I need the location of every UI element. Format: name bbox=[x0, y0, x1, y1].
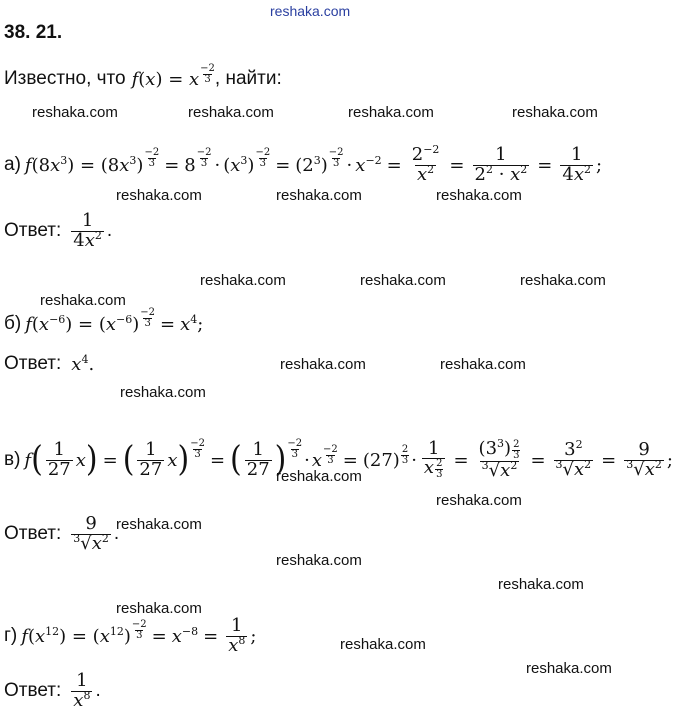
watermark: reshaka.com bbox=[40, 292, 126, 309]
watermark: reshaka.com bbox=[276, 187, 362, 204]
part-g-answer: Ответ: $\frac{1}{x^8}$ . bbox=[4, 669, 101, 711]
problem-number: 38. 21. bbox=[4, 22, 63, 43]
part-b-answer: Ответ: $x^4$. bbox=[4, 352, 95, 375]
answer-label: Ответ: bbox=[4, 680, 62, 701]
part-v-label: в) bbox=[4, 449, 21, 470]
watermark: reshaka.com bbox=[116, 516, 202, 533]
part-a-label: а) bbox=[4, 154, 21, 175]
watermark: reshaka.com bbox=[440, 356, 526, 373]
watermark: reshaka.com bbox=[526, 660, 612, 677]
watermark: reshaka.com bbox=[200, 272, 286, 289]
watermark: reshaka.com bbox=[512, 104, 598, 121]
watermark: reshaka.com bbox=[188, 104, 274, 121]
watermark: reshaka.com bbox=[280, 356, 366, 373]
part-g-label: г) bbox=[4, 625, 18, 646]
part-a-solution: а) $f(8x^3) = (8x^3)$ $\frac{-2}{3}$ = 8 −2 3 · $(x^3)$ $\frac{-2}{3}$ = $(2^3)$ −2 3 · $x^{-2}$ = $\frac{2^{-2}}{x^2}$ = $\frac{1}{2^2 \cdot x^2}$ = $\frac{1}{4x^2}$ ; bbox=[4, 142, 603, 185]
part-v-answer: Ответ: $\frac{9}{^3√x^2}$ . bbox=[4, 512, 120, 554]
watermark: reshaka.com bbox=[498, 576, 584, 593]
watermark: reshaka.com bbox=[436, 187, 522, 204]
watermark: reshaka.com bbox=[276, 552, 362, 569]
problem-statement: Известно, что f(x) = x −2 3 , найти: bbox=[4, 62, 282, 90]
part-v-solution: в) f ( $\frac{1}{27}$ x ) = ( $\frac{1}{27}$ x ) $\frac{-2}{3}$ = ( $\frac{1}{27}$ ) −2 3 · x $\frac{-2}{3}$ = (27) 2 3 · 1 x $\frac{2}{3}$ = $(3^3)$ $\frac{2}{3}$ $^3√x^2$ = $\frac{3^2}{^3√x^2}$ = $\frac{9}{^3√x^2}$ ; bbox=[4, 436, 673, 481]
intro-end: , найти: bbox=[214, 68, 282, 89]
intro-text: Известно, что bbox=[4, 68, 126, 89]
part-b-label: б) bbox=[4, 313, 22, 334]
watermark-top[interactable]: reshaka.com bbox=[270, 3, 351, 19]
part-b-solution: б) $f(x^{-6}) = (x^{-6})$ $\frac{-2}{3}$ = $x^4$; bbox=[4, 306, 204, 335]
watermark: reshaka.com bbox=[116, 187, 202, 204]
watermark: reshaka.com bbox=[276, 468, 362, 485]
watermark: reshaka.com bbox=[520, 272, 606, 289]
watermark: reshaka.com bbox=[340, 636, 426, 653]
watermark: reshaka.com bbox=[436, 492, 522, 509]
answer-label: Ответ: bbox=[4, 353, 62, 374]
watermark: reshaka.com bbox=[120, 384, 206, 401]
answer-label: Ответ: bbox=[4, 220, 62, 241]
watermark: reshaka.com bbox=[348, 104, 434, 121]
watermark: reshaka.com bbox=[360, 272, 446, 289]
watermark: reshaka.com bbox=[32, 104, 118, 121]
part-g-solution: г) $f(x^{12}) = (x^{12})$ $\frac{-2}{3}$ = $x^{-8}$ = $\frac{1}{x^8}$ ; bbox=[4, 614, 257, 656]
part-a-answer: Ответ: $\frac{1}{4x^2}$ . bbox=[4, 209, 113, 251]
answer-label: Ответ: bbox=[4, 523, 62, 544]
watermark: reshaka.com bbox=[116, 600, 202, 617]
